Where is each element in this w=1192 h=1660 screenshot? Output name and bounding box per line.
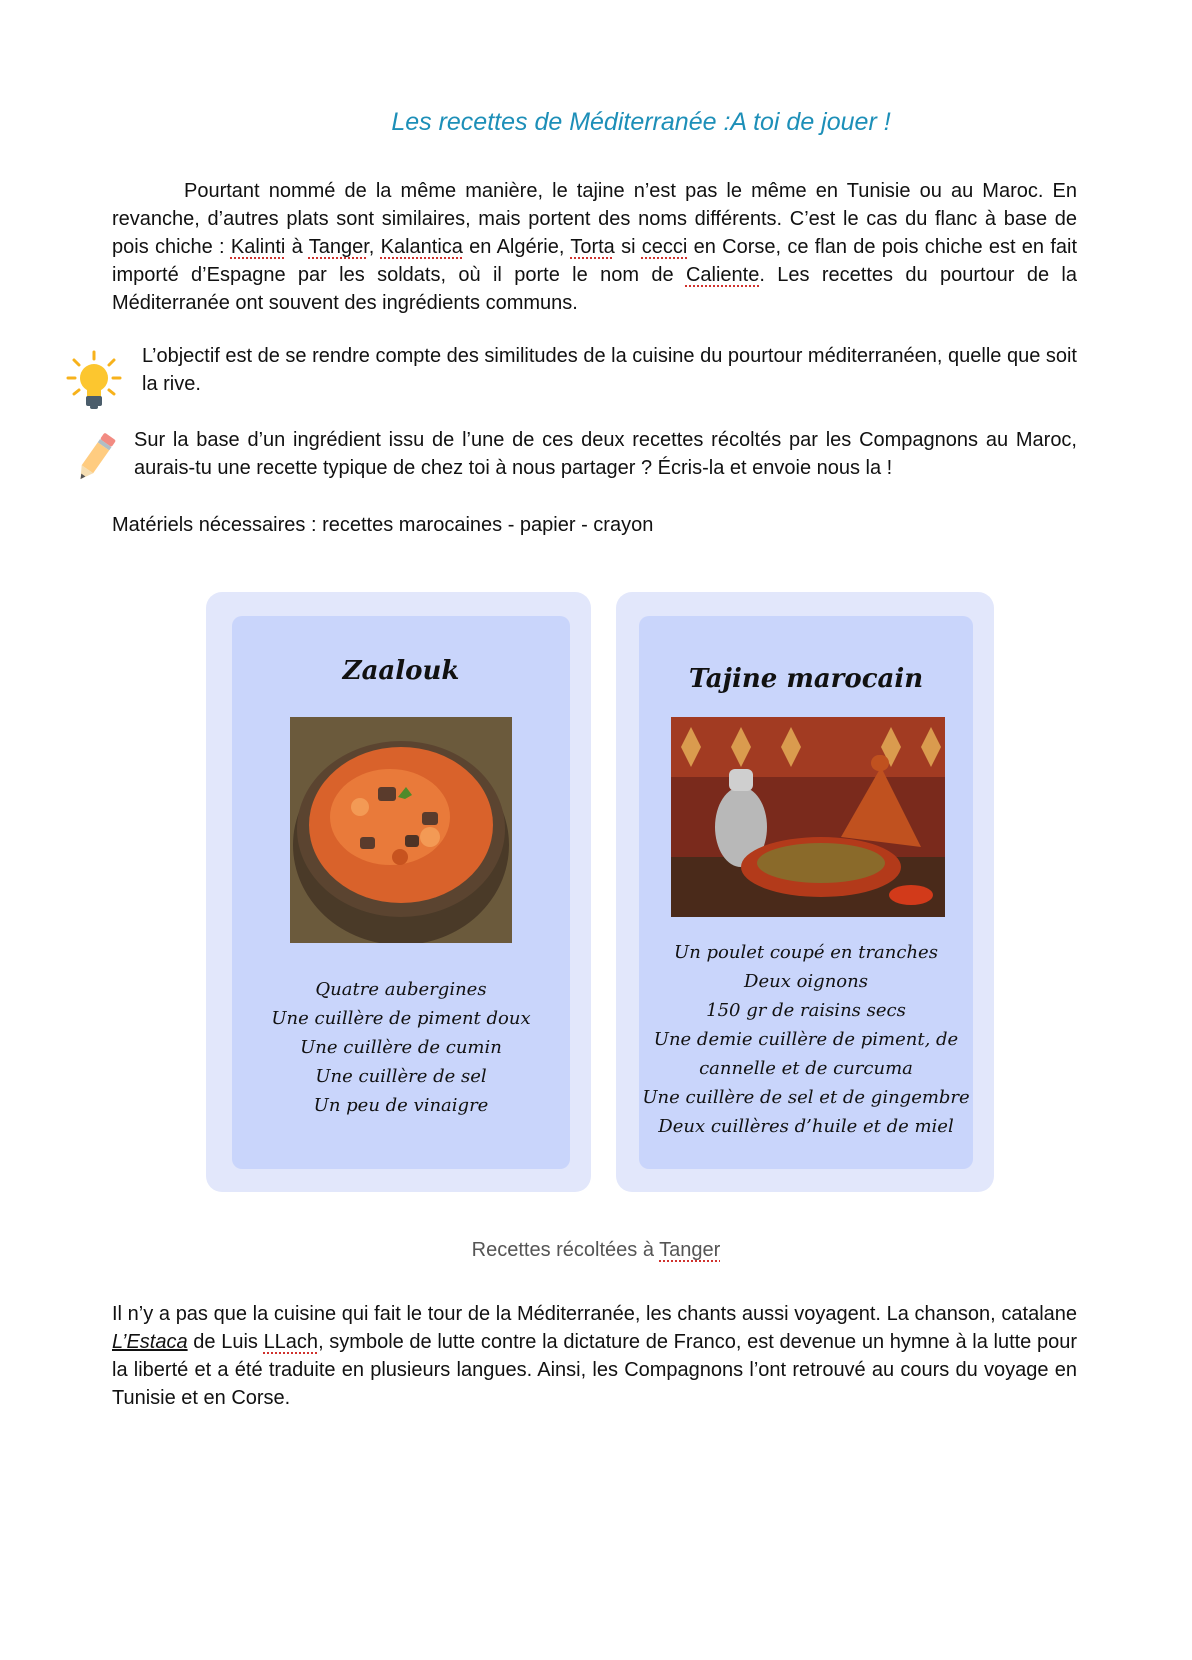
ingredient-item: Quatre aubergines bbox=[315, 979, 487, 1000]
word-caliente: Caliente bbox=[685, 264, 760, 286]
ingredient-list bbox=[232, 975, 570, 1120]
ingredient-item: Une cuillère de sel bbox=[315, 1066, 487, 1087]
ingredient-item: Un peu de vinaigre bbox=[313, 1095, 489, 1116]
materials-line: Matériels nécessaires : recettes marocaines - papier - crayon bbox=[112, 514, 654, 536]
closing-text: Il n’y a pas que la cuisine qui fait le tour de la Méditerranée, les chants aussi voyagent. La chanson, catalane bbox=[112, 1303, 1077, 1325]
closing-text: de Luis bbox=[187, 1331, 264, 1353]
word-tanger: Tanger bbox=[308, 236, 369, 258]
word-tanger: Tanger bbox=[659, 1239, 721, 1261]
intro-text: , bbox=[368, 236, 381, 258]
closing-paragraph bbox=[112, 1300, 1077, 1412]
intro-text: en Corse, ce flan de pois chiche est en fait importé d’Espagne par les soldats, où il porte le nom de bbox=[112, 236, 1078, 286]
recipe-title: Tajine marocain bbox=[688, 664, 924, 694]
objective-paragraph: L’objectif est de se rendre compte des similitudes de la cuisine du pourtour méditerranéen, quelle que soit la rive. bbox=[142, 345, 1077, 395]
recipe-card-tajine bbox=[616, 592, 994, 1192]
word-cecci: cecci bbox=[641, 236, 688, 258]
word-kalinti: Kalinti bbox=[230, 236, 286, 258]
recipe-title: Zaalouk bbox=[342, 656, 460, 686]
intro-text: en Algérie, bbox=[462, 236, 571, 258]
lightbulb-icon bbox=[66, 350, 122, 412]
ingredient-item: Deux cuillères d’huile et de miel bbox=[658, 1116, 954, 1137]
recipe-card-panel bbox=[639, 616, 973, 1169]
ingredient-item: Une cuillère de cumin bbox=[300, 1037, 502, 1058]
figure-caption bbox=[0, 1239, 1192, 1262]
task-paragraph: Sur la base d’un ingrédient issu de l’une de ces deux recettes récoltés par les Compagnons au Maroc, aurais-tu une recette typique de chez toi à nous partager ? Écris-la et envoie nous la ! bbox=[134, 429, 1077, 479]
pencil-icon bbox=[72, 428, 120, 486]
page-title: Les recettes de Méditerranée :A toi de jouer ! bbox=[391, 108, 891, 136]
ingredient-item: Un poulet coupé en tranches bbox=[674, 942, 938, 963]
intro-text: Pourtant nommé de la même manière, le tajine n’est pas le même en Tunisie ou au Maroc. En revanche, d’autres plats sont similaires, mais portent des noms différents. C’est le cas du flanc à base de pois chiche : bbox=[112, 180, 1077, 258]
recipe-card-zaalouk bbox=[206, 592, 591, 1192]
ingredient-item: Une cuillère de sel et de gingembre bbox=[642, 1087, 970, 1108]
intro-text: à bbox=[285, 236, 309, 258]
ingredient-item: Une demie cuillère de piment, de bbox=[653, 1029, 959, 1050]
zaalouk-photo bbox=[290, 717, 512, 943]
ingredient-item: cannelle et de curcuma bbox=[699, 1058, 913, 1079]
artist-name: LLach bbox=[263, 1331, 319, 1353]
word-kalantica: Kalantica bbox=[380, 236, 463, 258]
song-title: L’Estaca bbox=[112, 1331, 188, 1353]
intro-paragraph bbox=[112, 177, 1077, 317]
tajine-photo bbox=[671, 717, 945, 917]
caption-text: Recettes récoltées à bbox=[471, 1239, 660, 1261]
ingredient-list bbox=[639, 938, 973, 1141]
intro-text: . Les recettes du pourtour de la Méditerranée ont souvent des ingrédients communs. bbox=[112, 264, 1077, 314]
recipe-card-panel bbox=[232, 616, 570, 1169]
closing-text: , symbole de lutte contre la dictature de Franco, est devenue un hymne à la lutte pour la liberté et a été traduite en plusieurs langues. Ainsi, les Compagnons l’ont retrouvé au cours du voyage en Tunisie et en Corse. bbox=[112, 1331, 1078, 1409]
word-torta: Torta bbox=[570, 236, 615, 258]
ingredient-item: 150 gr de raisins secs bbox=[706, 1000, 906, 1021]
intro-text: si bbox=[614, 236, 642, 258]
ingredient-item: Une cuillère de piment doux bbox=[271, 1008, 531, 1029]
ingredient-item: Deux oignons bbox=[744, 971, 868, 992]
